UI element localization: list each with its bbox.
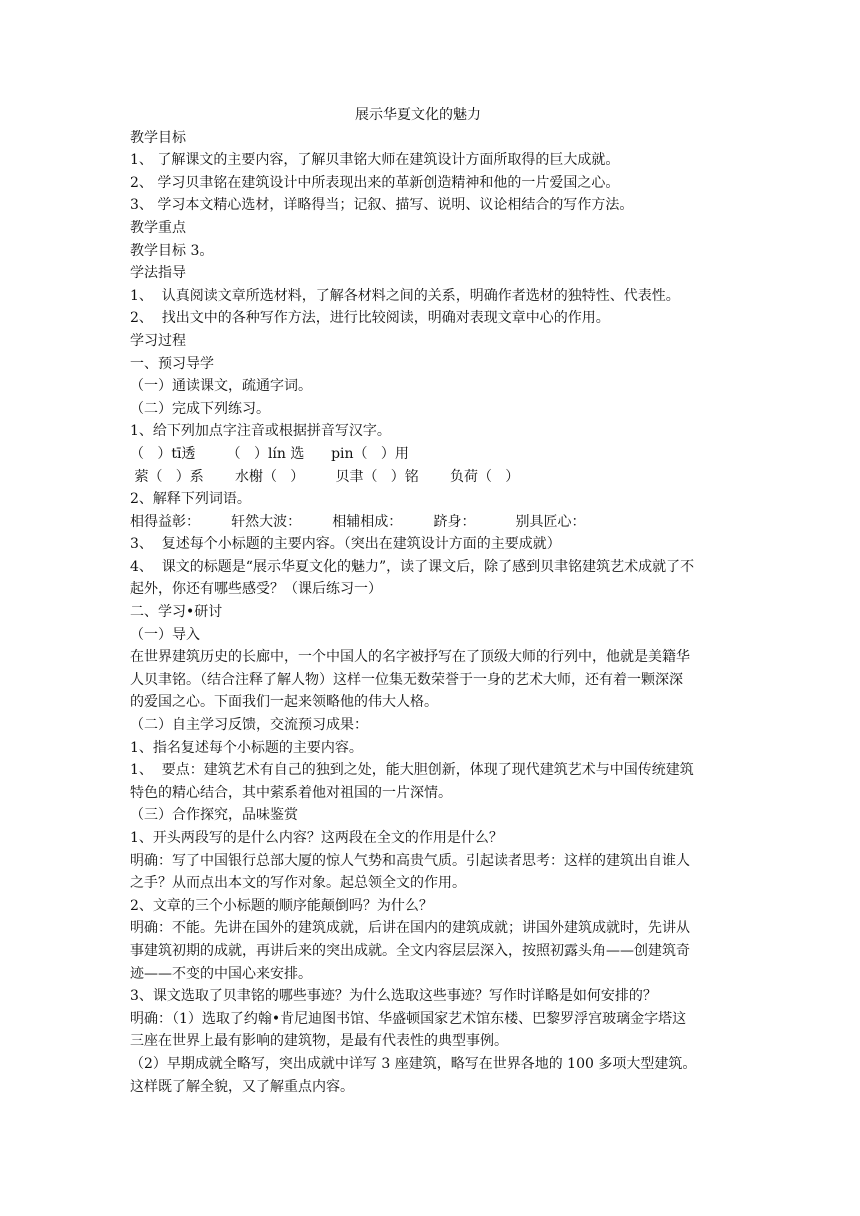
text-line: 2、 找出文中的各种写作方法，进行比较阅读，明确对表现文章中心的作用。 — [130, 310, 610, 327]
text-line: （二）完成下列练习。 — [130, 400, 270, 417]
text-line: （三）合作探究，品味鉴赏 — [130, 807, 298, 824]
text-line: 1、 要点：建筑艺术有自己的独到之处，能大胆创新，体现了现代建筑艺术与中国传统建筑 — [130, 762, 694, 779]
text-line: 1、 了解课文的主要内容，了解贝聿铭大师在建筑设计方面所取得的巨大成就。 — [130, 152, 620, 169]
document-title: 展示华夏文化的魅力 — [355, 107, 481, 123]
text-line: 2、文章的三个小标题的顺序能颠倒吗？为什么？ — [130, 897, 433, 914]
text-line: 在世界建筑历史的长廊中，一个中国人的名字被抒写在了顶级大师的行列中，他就是美籍华 — [130, 649, 690, 666]
text-line: 二、学习•研讨 — [130, 604, 223, 621]
text-line: 1、指名复述每个小标题的主要内容。 — [130, 739, 363, 756]
text-line: （二）自主学习反馈，交流预习成果： — [130, 717, 368, 734]
document-body — [130, 104, 736, 1098]
text-line: 4、 课文的标题是“展示华夏文化的魅力”，读了课文后，除了感到贝聿铭建筑艺术成就了不 — [130, 558, 695, 575]
text-line: 明确：（1）选取了约翰•肯尼迪图书馆、华盛顿国家艺术馆东楼、巴黎罗浮宫玻璃金字塔这 — [130, 1010, 687, 1027]
text-line: 明确：写了中国银行总部大厦的惊人气势和高贵气质。引起读者思考：这样的建筑出自谁人 — [130, 852, 690, 869]
text-line: 起外，你还有哪些感受？（课后练习一） — [130, 581, 382, 598]
text-line: 萦（ ）系 水榭（ ） 贝聿（ ）铭 负荷（ ） — [130, 468, 520, 485]
text-line: （ ）tī透 （ ）lín 选 pin（ ）用 — [130, 445, 409, 462]
text-line: 3、 学习本文精心选材，详略得当；记叙、描写、说明、议论相结合的写作方法。 — [130, 197, 634, 214]
text-line: 3、课文选取了贝聿铭的哪些事迹？为什么选取这些事迹？写作时详略是如何安排的？ — [130, 988, 657, 1005]
text-line: 教学重点 — [130, 219, 186, 236]
text-line: 的爱国之心。下面我们一起来领略他的伟大人格。 — [130, 694, 438, 711]
text-line: （一）通读课文，疏通字词。 — [130, 378, 312, 395]
text-line: 人贝聿铭。（结合注释了解人物）这样一位集无数荣誉于一身的艺术大师，还有着一颗深深 — [130, 671, 683, 688]
text-line: 3、 复述每个小标题的主要内容。（突出在建筑设计方面的主要成就） — [130, 536, 561, 553]
text-line: 1、给下列加点字注音或根据拼音写汉字。 — [130, 423, 391, 440]
text-line: （2）早期成就全略写，突出成就中详写 3 座建筑，略写在世界各地的 100 多项大型建筑。 — [130, 1055, 697, 1072]
text-line: 学习过程 — [130, 332, 186, 349]
text-line: 这样既了解全貌，又了解重点内容。 — [130, 1078, 354, 1095]
text-line: 之手？从而点出本文的写作对象。起总领全文的作用。 — [130, 875, 466, 892]
text-line: 2、 学习贝聿铭在建筑设计中所表现出来的革新创造精神和他的一片爱国之心。 — [130, 174, 620, 191]
text-line: 迹——不变的中国心来安排。 — [130, 965, 312, 982]
text-line: 相得益彰： 轩然大波： 相辅相成： 跻身： 别具匠心： — [130, 513, 586, 530]
text-line: 教学目标 3。 — [130, 242, 214, 259]
text-line: 明确：不能。先讲在国外的建筑成就，后讲在国内的建筑成就；讲国外建筑成就时，先讲从 — [130, 920, 690, 937]
text-line: 1、开头两段写的是什么内容？这两段在全文的作用是什么？ — [130, 830, 503, 846]
text-line: 特色的精心结合，其中萦系着他对祖国的一片深情。 — [130, 784, 452, 801]
document-lines — [130, 127, 736, 1099]
text-line: 事建筑初期的成就，再讲后来的突出成就。全文内容层层深入，按照初露头角——创建筑奇 — [130, 942, 690, 959]
text-line: 三座在世界上最有影响的建筑物，是最有代表性的典型事例。 — [130, 1033, 508, 1050]
text-line: 一、预习导学 — [130, 355, 214, 372]
text-line: 学法指导 — [130, 265, 186, 282]
text-line: （一）导入 — [130, 626, 200, 643]
text-line: 教学目标 — [130, 129, 186, 146]
text-line: 2、解释下列词语。 — [130, 491, 251, 508]
text-line: 1、 认真阅读文章所选材料，了解各材料之间的关系，明确作者选材的独特性、代表性。 — [130, 287, 680, 304]
